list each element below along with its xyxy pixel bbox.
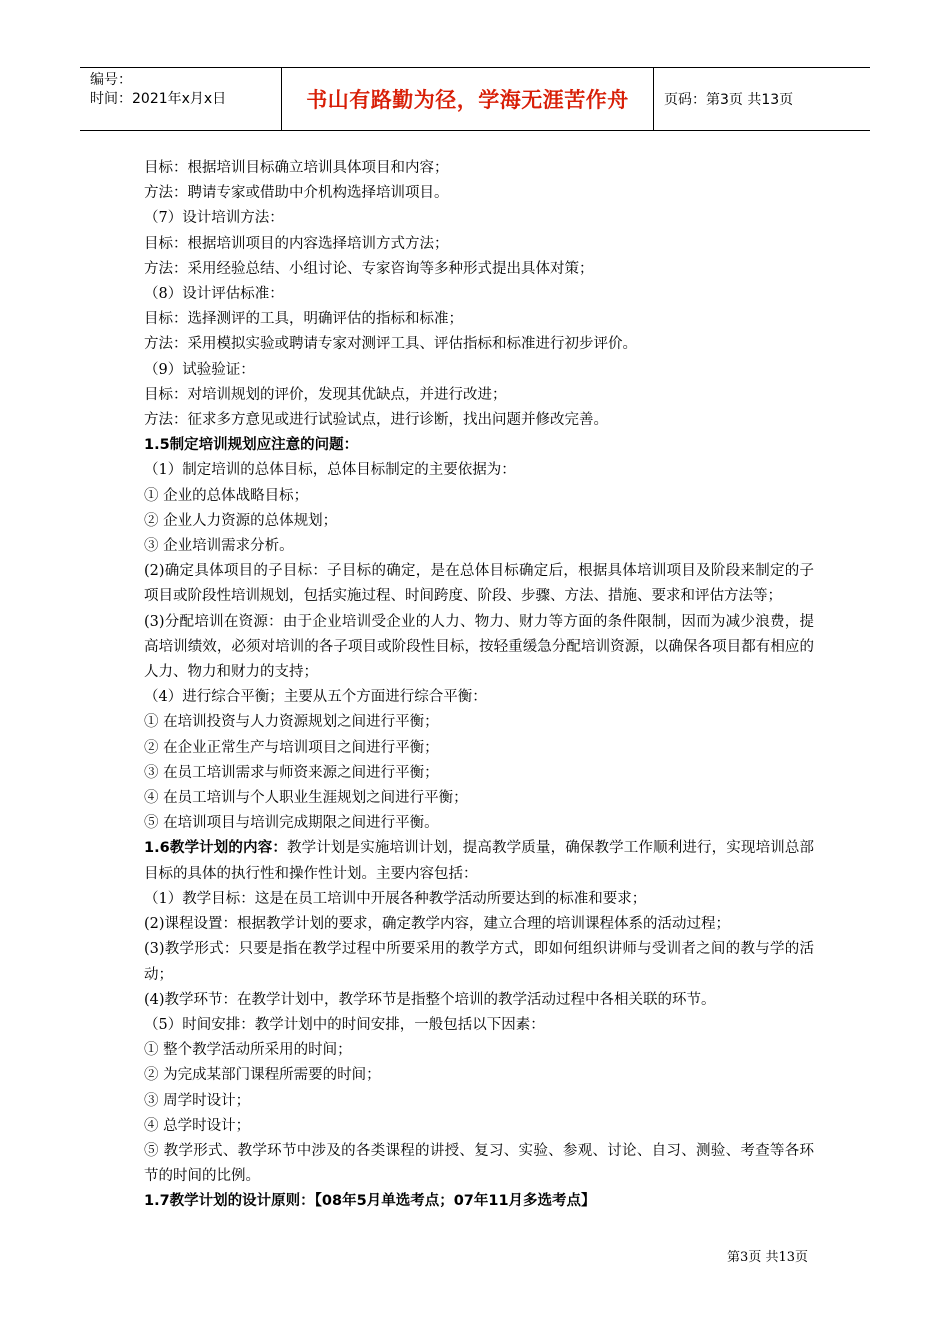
body-line — [144, 710, 814, 735]
body-line — [144, 332, 814, 357]
line-text: ② 为完成某部门课程所需要的时间； — [144, 1067, 381, 1084]
document-date: 时间：2021年x月x日 — [90, 91, 227, 107]
body-line — [144, 257, 814, 282]
line-text: （5）时间安排：教学计划中的时间安排，一般包括以下因素： — [144, 1016, 545, 1033]
line-text: 方法：采用模拟实验或聘请专家对测评工具、评估指标和标准进行初步评价。 — [144, 336, 637, 353]
body-line — [144, 761, 814, 786]
header-page-number: 页码：第3页 共13页 — [664, 92, 794, 108]
body-line — [144, 887, 814, 912]
line-text: ① 整个教学活动所采用的时间； — [144, 1042, 352, 1059]
body-line — [144, 610, 814, 686]
line-text: （1）教学目标：这是在员工培训中开展各种教学活动所要达到的标准和要求； — [144, 890, 647, 907]
line-text: ③ 企业培训需求分析。 — [144, 538, 294, 555]
body-line — [144, 358, 814, 383]
line-text: ④ 在员工培训与个人职业生涯规划之间进行平衡； — [144, 790, 468, 807]
body-line — [144, 408, 814, 433]
line-text: (3)教学形式：只要是指在教学过程中所要采用的教学方式，即如何组织讲师与受训者之间的教与学的活动； — [144, 941, 814, 983]
heading-text: 1.7教学计划的设计原则：【08年5月单选考点；07年11月多选考点】 — [144, 1193, 596, 1210]
body-line — [144, 1013, 814, 1038]
line-text: 目标：根据培训项目的内容选择培训方式方法； — [144, 235, 449, 252]
body-line — [144, 509, 814, 534]
body-line — [144, 383, 814, 408]
line-text: ③ 在员工培训需求与师资来源之间进行平衡； — [144, 764, 439, 781]
body-line — [144, 912, 814, 937]
body-line — [144, 1063, 814, 1088]
line-text: ④ 总学时设计； — [144, 1117, 251, 1134]
body-line — [144, 1114, 814, 1139]
line-text: ⑤ 教学形式、教学环节中涉及的各类课程的讲授、复习、实验、参观、讨论、自习、测验、考查等各环节的时间的比例。 — [144, 1142, 814, 1185]
body-line — [144, 307, 814, 332]
line-text: (4)教学环节：在教学计划中，教学环节是指整个培训的教学活动过程中各相关联的环节。 — [144, 991, 716, 1008]
heading-text: 1.5制定培训规划应注意的问题： — [144, 437, 359, 454]
body-line — [144, 736, 814, 761]
body-line — [144, 685, 814, 710]
body-line — [144, 206, 814, 231]
section-heading — [144, 1189, 814, 1214]
body-line — [144, 282, 814, 307]
line-text: （4）进行综合平衡；主要从五个方面进行综合平衡： — [144, 689, 487, 706]
body-line — [144, 786, 814, 811]
section-heading — [144, 433, 814, 458]
body-line — [144, 458, 814, 483]
line-text: 教学计划是实施培训计划，提高教学质量，确保教学工作顺利进行，实现培训总部目标的具体的执行性和操作性计划。主要内容包括： — [144, 840, 815, 882]
body-line — [144, 232, 814, 257]
line-text: (2)确定具体项目的子目标：子目标的确定，是在总体目标确定后，根据具体培训项目及阶段来制定的子项目或阶段性培训规划，包括实施过程、时间跨度、阶段、步骤、方法、措施、要求和评估方法等； — [144, 563, 814, 605]
line-text: (2)课程设置：根据教学计划的要求，确定教学内容，建立合理的培训课程体系的活动过程； — [144, 916, 731, 933]
line-text: (3)分配培训在资源：由于企业培训受企业的人力、物力、财力等方面的条件限制，因而为减少浪费，提高培训绩效，必须对培训的各子项目或阶段性目标，按轻重缓急分配培训资源，以确保各项目都有相应的人力、物力和财力的支持； — [144, 613, 814, 681]
body-line — [144, 1038, 814, 1063]
body-line — [144, 937, 814, 987]
header-meta — [80, 68, 282, 130]
footer-page-number: 第3页 共13页 — [727, 1250, 808, 1265]
line-text: （9）试验验证： — [144, 361, 255, 378]
line-text: 目标：对培训规划的评价，发现其优缺点，并进行改进； — [144, 386, 507, 403]
line-text: （1）制定培训的总体目标，总体目标制定的主要依据为： — [144, 462, 516, 479]
line-text: ① 在培训投资与人力资源规划之间进行平衡； — [144, 714, 439, 731]
page-header — [80, 67, 870, 131]
line-text: ① 企业的总体战略目标； — [144, 487, 309, 504]
line-text: ② 企业人力资源的总体规划； — [144, 512, 338, 529]
body-line — [144, 988, 814, 1013]
line-text: 方法：采用经验总结、小组讨论、专家咨询等多种形式提出具体对策； — [144, 260, 594, 277]
body-line — [144, 811, 814, 836]
line-text: （8）设计评估标准： — [144, 286, 284, 303]
header-motto: 书山有路勤为径，学海无涯苦作舟 — [282, 68, 654, 130]
body-line — [144, 1139, 814, 1189]
heading-text: 1.6教学计划的内容： — [144, 840, 287, 857]
body-line — [144, 181, 814, 206]
line-text: 目标：选择测评的工具，明确评估的指标和标准； — [144, 311, 463, 328]
line-text: 目标：根据培训目标确立培训具体项目和内容； — [144, 160, 449, 176]
line-text: （7）设计培训方法： — [144, 210, 284, 227]
line-text: ⑤ 在培训项目与培训完成期限之间进行平衡。 — [144, 815, 439, 832]
body-line — [144, 484, 814, 509]
body-line — [144, 1089, 814, 1114]
section-heading — [144, 836, 814, 886]
body-line — [144, 156, 814, 181]
line-text: 方法：征求多方意见或进行试验试点，进行诊断，找出问题并修改完善。 — [144, 412, 608, 429]
document-number: 编号： — [90, 72, 132, 88]
line-text: ③ 周学时设计； — [144, 1092, 251, 1109]
body-line — [144, 534, 814, 559]
line-text: ② 在企业正常生产与培训项目之间进行平衡； — [144, 739, 439, 756]
document-body — [144, 156, 814, 1215]
line-text: 方法：聘请专家或借助中介机构选择培训项目。 — [144, 185, 449, 202]
body-line — [144, 559, 814, 609]
